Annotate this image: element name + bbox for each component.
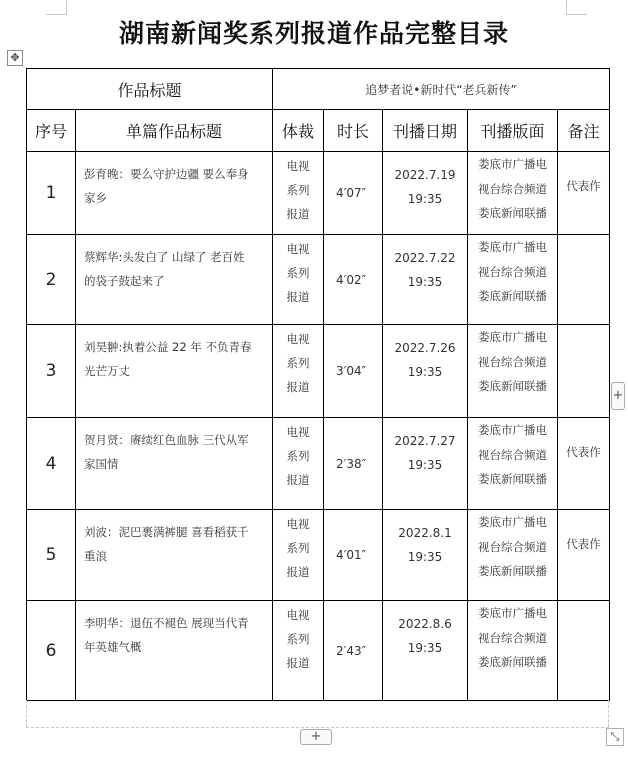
row-note-cell [558,601,610,701]
row-note: 代表作 [566,179,601,193]
row-title-line: 家国情 [84,457,119,471]
table-resize-icon[interactable]: ⤡ [606,728,624,746]
row-title-cell [76,152,273,235]
row-type-line: 电视 [286,332,310,346]
header-row [27,110,610,152]
row-number: 6 [27,601,76,701]
page-boundary [608,700,609,727]
row-section-line: 娄底新闻联播 [478,564,548,578]
table-body [27,152,610,701]
row-section-line: 娄底新闻联播 [478,655,548,669]
header-note: 备注 [558,110,610,152]
table-move-icon[interactable]: ✥ [7,50,23,66]
row-date: 2022.7.27 [394,434,456,448]
row-type-line: 系列 [286,356,310,370]
row-duration: 4′02″ [324,235,383,325]
header-title: 单篇作品标题 [76,110,273,152]
row-section-cell [468,235,558,325]
row-date: 2022.7.26 [394,341,456,355]
row-time: 19:35 [407,550,443,564]
row-section-cell [468,152,558,235]
row-type-line: 电视 [286,242,310,256]
row-section-line: 娄底市广播电 [478,606,548,620]
row-date-cell [383,510,468,601]
row-type-line: 系列 [286,266,310,280]
row-time: 19:35 [407,192,443,206]
row-duration: 2′38″ [324,418,383,510]
row-section-cell [468,418,558,510]
add-row-button[interactable]: + [300,729,332,745]
header-section: 刊播版面 [468,110,558,152]
row-section-line: 视台综合频道 [478,539,548,554]
table-row [27,152,610,235]
row-type-line: 系列 [286,183,310,197]
works-table [26,68,610,701]
row-title-cell [76,601,273,701]
page-corner-mark-right [566,0,587,15]
row-section-cell [468,601,558,701]
row-title-cell [76,325,273,418]
row-note-cell [558,510,610,601]
row-title-line: 家乡 [84,191,107,205]
row-type-line: 电视 [286,159,310,173]
row-duration: 4′01″ [324,510,383,601]
row-date-cell [383,418,468,510]
row-number: 4 [27,418,76,510]
row-section-line: 娄底新闻联播 [478,206,548,220]
row-type-cell [273,325,324,418]
series-title-value: 追梦者说•新时代“老兵新传” [273,69,610,110]
row-type-line: 电视 [286,608,310,622]
series-title-label: 作品标题 [27,69,273,110]
row-title-line: 彭育晚：要么守护边疆 要么奉身 [84,167,249,181]
row-section-line: 娄底市广播电 [478,515,548,529]
row-type-line: 电视 [286,517,310,531]
row-section-line: 娄底市广播电 [478,423,548,437]
page-boundary [26,727,609,728]
row-date-cell [383,152,468,235]
row-type-cell [273,152,324,235]
row-note [558,601,609,623]
row-time: 19:35 [407,275,443,289]
row-section-line: 娄底市广播电 [478,240,548,254]
row-duration: 2′43″ [324,601,383,701]
row-section-line: 娄底市广播电 [478,157,548,171]
row-section-line: 视台综合频道 [478,181,548,196]
row-title-line: 年英雄气概 [84,640,142,654]
row-number: 5 [27,510,76,601]
row-section-line: 视台综合频道 [478,447,548,462]
row-title-line: 贺月贤：赓续红色血脉 三代从军 [84,433,249,447]
row-date: 2022.8.1 [398,526,452,540]
row-type-line: 报道 [286,656,310,670]
header-duration: 时长 [324,110,383,152]
row-note-cell [558,325,610,418]
row-type-line: 电视 [286,425,310,439]
row-number: 3 [27,325,76,418]
row-note: 代表作 [566,537,601,551]
row-section-line: 视台综合频道 [478,630,548,645]
row-note [558,325,609,347]
row-date-cell [383,601,468,701]
table-row [27,418,610,510]
row-note-cell [558,152,610,235]
row-date: 2022.7.19 [394,168,456,182]
row-note [558,235,609,257]
row-type-line: 报道 [286,565,310,579]
row-section-line: 娄底新闻联播 [478,472,548,486]
row-type-line: 系列 [286,632,310,646]
row-title-line: 蔡辉华:头发白了 山绿了 老百姓 [84,250,245,264]
table-row [27,325,610,418]
row-section-line: 娄底市广播电 [478,330,548,344]
row-type-line: 报道 [286,380,310,394]
header-type: 体裁 [273,110,324,152]
row-number: 1 [27,152,76,235]
row-type-cell [273,418,324,510]
row-duration: 3′04″ [324,325,383,418]
row-title-line: 的袋子鼓起来了 [84,274,165,288]
page-corner-mark-left [46,0,67,15]
row-section-line: 视台综合频道 [478,354,548,369]
page-boundary [26,700,27,727]
row-date-cell [383,235,468,325]
row-title-line: 重浪 [84,549,107,563]
series-title-row [27,69,610,110]
row-section-line: 娄底新闻联播 [478,289,548,303]
row-type-cell [273,601,324,701]
row-time: 19:35 [407,365,443,379]
row-section-line: 娄底新闻联播 [478,379,548,393]
row-type-line: 报道 [286,473,310,487]
row-title-line: 刘波：泥巴裹满裤腿 喜看稻获千 [84,525,249,539]
row-type-cell [273,235,324,325]
row-type-line: 系列 [286,541,310,555]
row-date: 2022.7.22 [394,251,456,265]
row-note: 代表作 [566,445,601,459]
row-time: 19:35 [407,641,443,655]
table-row [27,510,610,601]
row-time: 19:35 [407,458,443,472]
table-row [27,235,610,325]
row-section-cell [468,510,558,601]
row-section-cell [468,325,558,418]
row-title-cell [76,235,273,325]
row-date: 2022.8.6 [398,617,452,631]
row-note-cell [558,235,610,325]
row-title-cell [76,418,273,510]
add-column-button[interactable]: + [611,382,625,410]
row-duration: 4′07″ [324,152,383,235]
row-title-line: 李明华：退伍不褪色 展现当代青 [84,616,249,630]
row-type-cell [273,510,324,601]
header-date: 刊播日期 [383,110,468,152]
row-title-line: 光芒万丈 [84,364,130,378]
row-title-cell [76,510,273,601]
row-date-cell [383,325,468,418]
row-type-line: 系列 [286,449,310,463]
header-seq: 序号 [27,110,76,152]
row-type-line: 报道 [286,290,310,304]
document-title: 湖南新闻奖系列报道作品完整目录 [118,19,509,48]
row-type-line: 报道 [286,207,310,221]
row-number: 2 [27,235,76,325]
row-note-cell [558,418,610,510]
table-row [27,601,610,701]
row-section-line: 视台综合频道 [478,264,548,279]
row-title-line: 刘昊翀:执着公益 22 年 不负青春 [84,340,252,354]
